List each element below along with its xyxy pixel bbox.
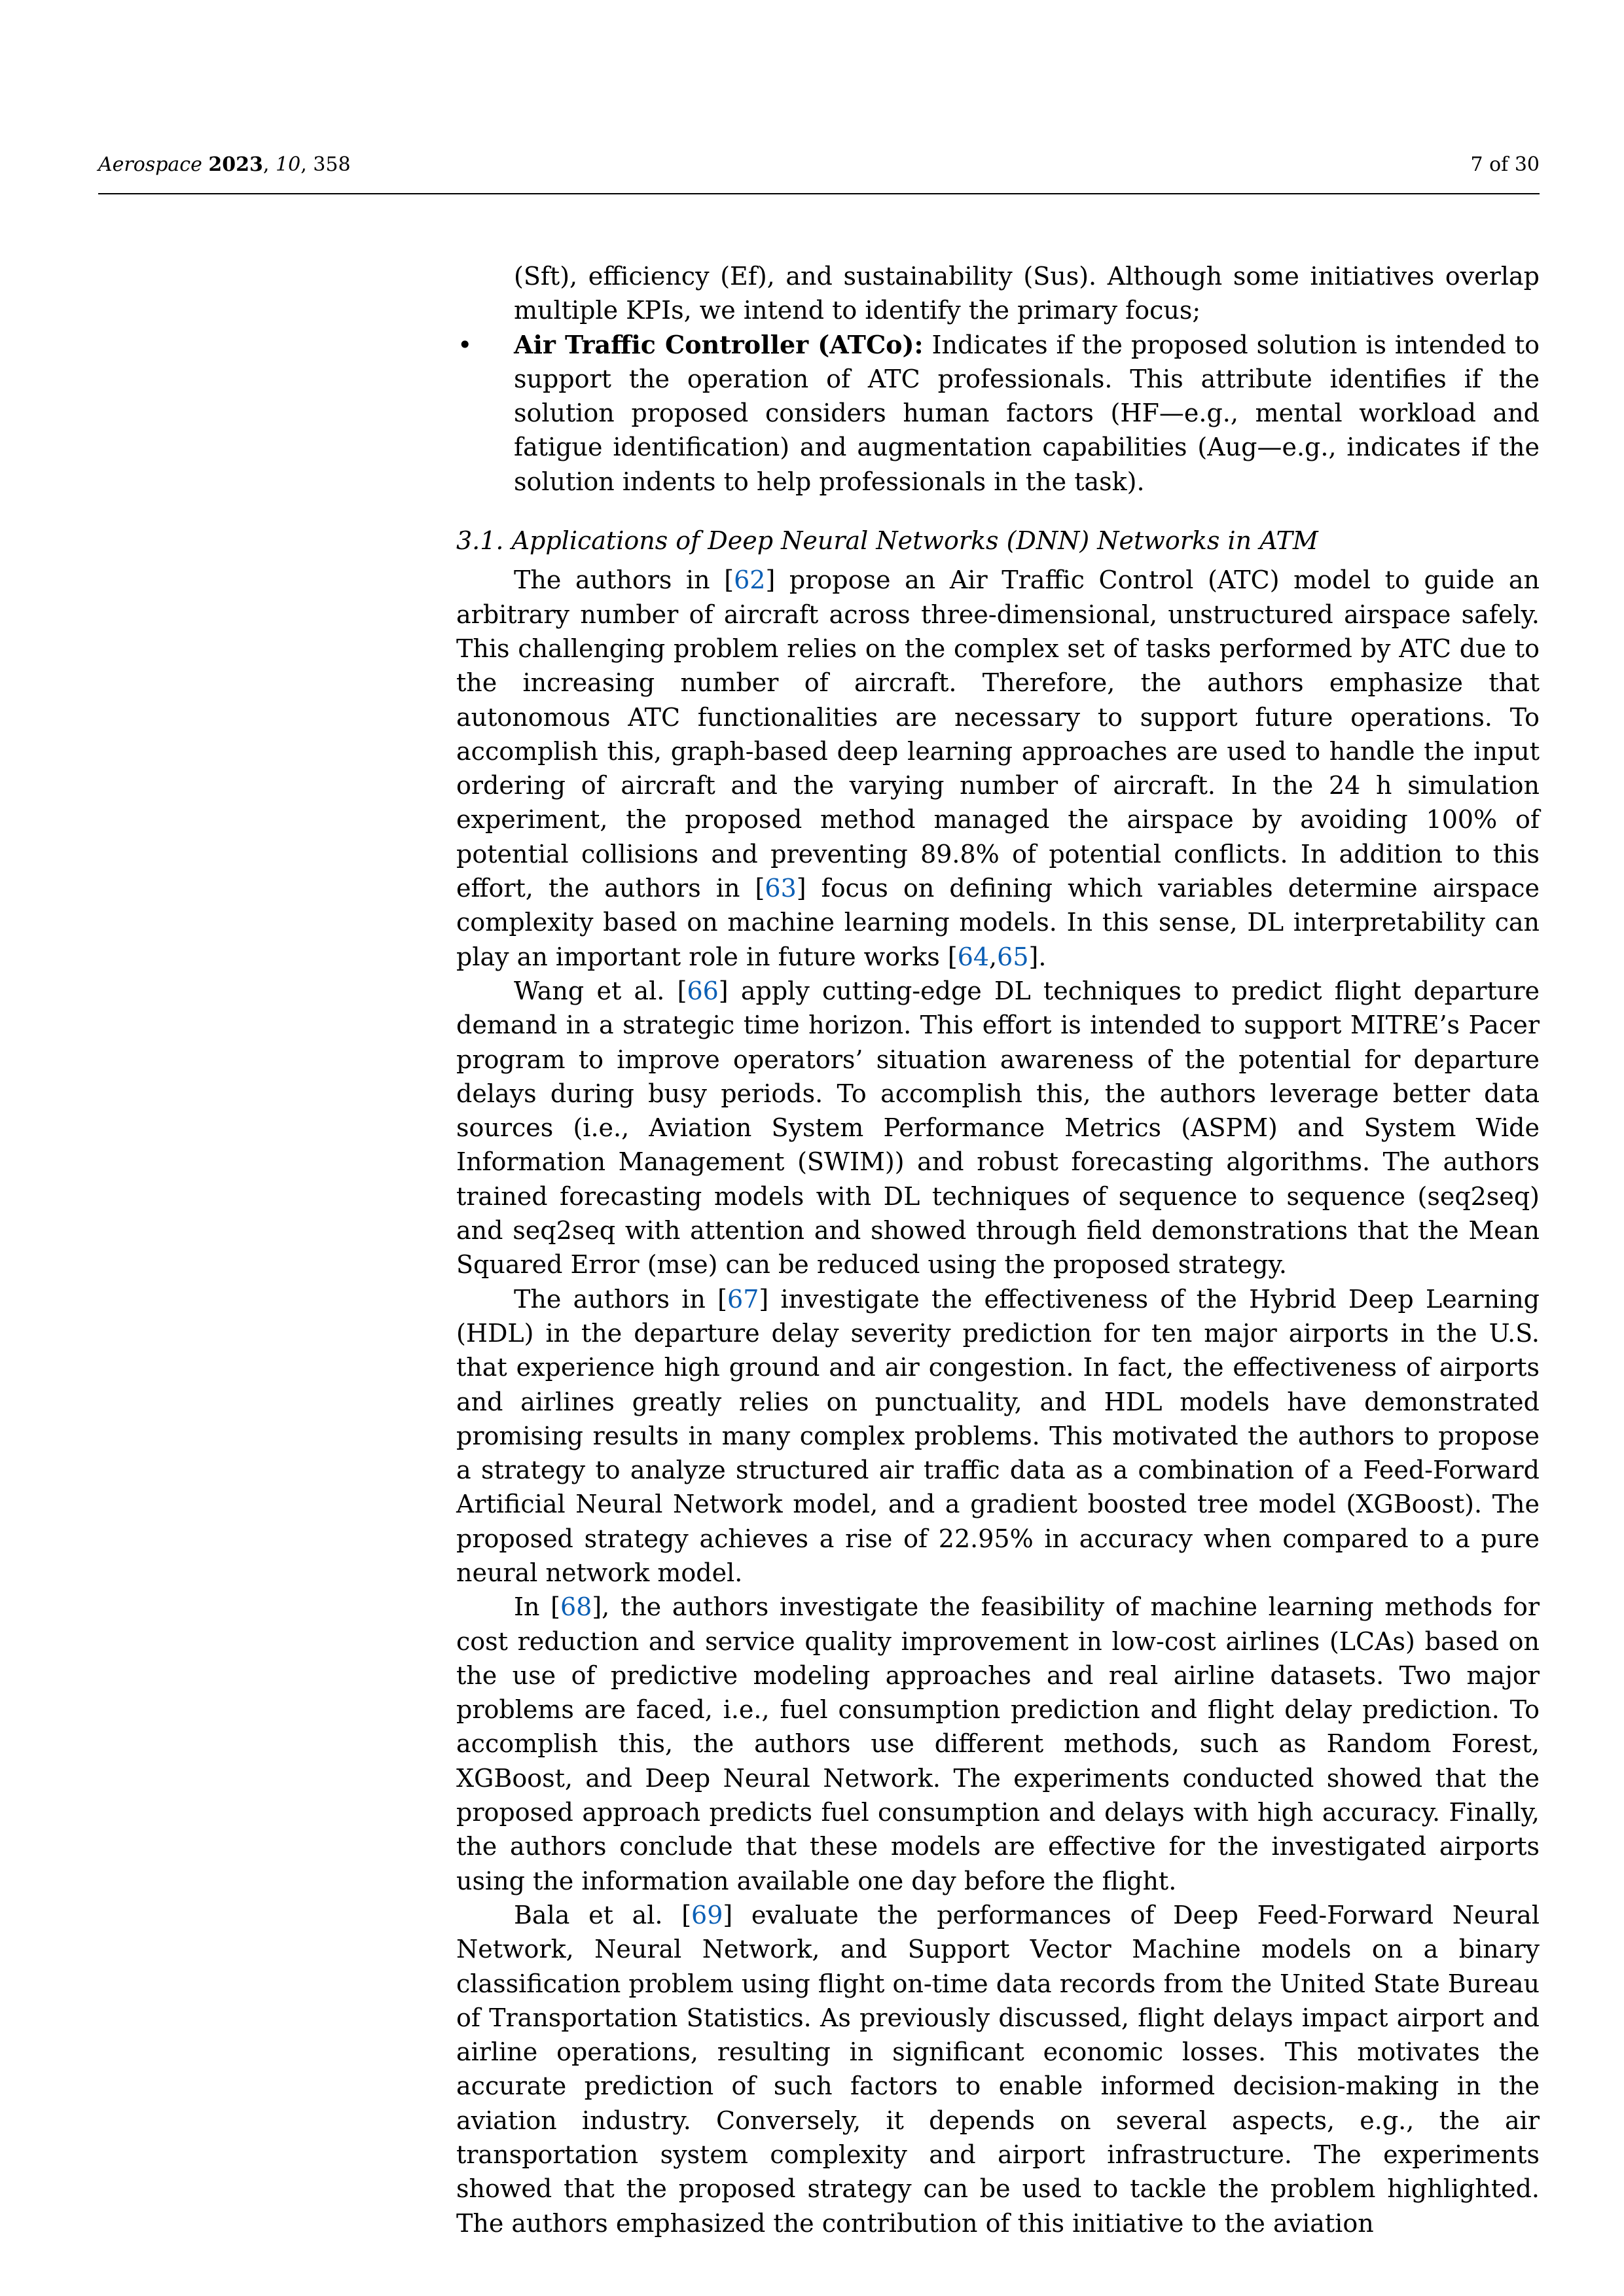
journal-volume: 10 — [276, 153, 301, 176]
paragraph-1: The authors in [62] propose an Air Traffic Control (ATC) model to guide an arbitrary number of aircraft across three-dimensional, unstructured airspace safely. This challenging problem relies on the complex set of tasks performed by ATC due to the increasing number of aircraft. Therefore, the authors emphasize that autonomous ATC functionalities are necessary to support future operations. To accomplish this, graph-based deep learning approaches are used to handle the input ordering of aircraft and the varying number of aircraft. In the 24 h simulation experiment, the proposed method managed the airspace by avoiding 100% of potential collisions and preventing 89.8% of potential conflicts. In addition to this effort, the authors in [63] focus on defining which variables determine airspace complexity based on machine learning models. In this sense, DL interpretability can play an important role in future works [64,65]. — [456, 565, 1540, 971]
citation-link[interactable]: 69 — [691, 1900, 723, 1929]
bullet-atco — [456, 328, 1540, 499]
citation-link[interactable]: 68 — [560, 1592, 592, 1622]
page-body — [456, 259, 1540, 2240]
citation-link[interactable]: 64 — [957, 942, 990, 971]
bullet-term: Air Traffic Controller (ATCo): — [514, 329, 924, 359]
paragraph-4: In [68], the authors investigate the feasibility of machine learning methods for cost reduction and service quality improvement in low-cost airlines (LCAs) based on the use of predictive modeling approaches and real airline datasets. Two major problems are faced, i.e., fuel consumption prediction and flight delay prediction. To accomplish this, the authors use different methods, such as Random Forest, XGBoost, and Deep Neural Network. The experiments conducted showed that the proposed approach predicts fuel consumption and delays with high accuracy. Finally, the authors conclude that these models are effective for the investigated airports using the information available one day before the flight. — [456, 1592, 1540, 1895]
citation-link[interactable]: 62 — [734, 565, 766, 595]
continued-bullet-text: (Sft), efficiency (Ef), and sustainability (Sus). Although some initiatives overlap multiple KPIs, we intend to identify the primary focus; — [514, 262, 1540, 325]
citation-link[interactable]: 63 — [765, 874, 797, 903]
page-number: 7 of 30 — [1470, 153, 1540, 176]
bullet-mark: • — [458, 330, 473, 359]
paragraph-2: Wang et al. [66] apply cutting-edge DL techniques to predict flight departure demand in a strategic time horizon. This effort is intended to support MITRE’s Pacer program to improve operators’ situation awareness of the potential for departure delays during busy periods. To accomplish this, the authors leverage better data sources (i.e., Aviation System Performance Metrics (ASPM) and System Wide Information Management (SWIM)) and robust forecasting algorithms. The authors trained forecasting models with DL techniques of sequence to sequence (seq2seq) and seq2seq with attention and showed through field demonstrations that the Mean Squared Error (mse) can be reduced using the proposed strategy. — [456, 976, 1540, 1280]
paragraph-3: The authors in [67] investigate the effectiveness of the Hybrid Deep Learning (HDL) in the departure delay severity prediction for ten major airports in the U.S. that experience high ground and air congestion. In fact, the effectiveness of airports and airlines greatly relies on punctuality, and HDL models have demonstrated promising results in many complex problems. This motivated the authors to propose a strategy to analyze structured air traffic data as a combination of a Feed-Forward Artificial Neural Network model, and a gradient boosted tree model (XGBoost). The proposed strategy achieves a rise of 22.95% in accuracy when compared to a pure neural network model. — [456, 1284, 1540, 1587]
paragraph-5: Bala et al. [69] evaluate the performances of Deep Feed-Forward Neural Network, Neural Network, and Support Vector Machine models on a binary classification problem using flight on-time data records from the United State Bureau of Transportation Statistics. As previously discussed, flight delays impact airport and airline operations, resulting in significant economic losses. This motivates the accurate prediction of such factors to enable informed decision-making in the aviation industry. Conversely, it depends on several aspects, e.g., the air transportation system complexity and airport infrastructure. The experiments showed that the proposed strategy can be used to tackle the problem highlighted. The authors emphasized the contribution of this initiative to the aviation — [456, 1900, 1540, 2238]
section-title: 3.1. Applications of Deep Neural Networks (DNN) Networks in ATM — [456, 526, 1318, 556]
running-header: Aerospace 2023, 10, 358 7 of 30 — [98, 152, 1540, 178]
journal-name: Aerospace — [98, 153, 202, 176]
citation-link[interactable]: 67 — [727, 1284, 759, 1314]
header-rule — [98, 193, 1540, 194]
citation-link[interactable]: 66 — [687, 976, 719, 1005]
citation-link[interactable]: 65 — [997, 942, 1029, 971]
article-number: 358 — [313, 153, 351, 176]
bullet-text: Indicates if the proposed solution is intended to support the operation of ATC professionals. This attribute identifies if the solution proposed considers human factors (HF—e.g., mental workload and fatigue identification) and augmentation capabilities (Aug—e.g., indicates if the solution indents to help professionals in the task). — [514, 330, 1540, 496]
journal-year: 2023 — [208, 153, 263, 176]
